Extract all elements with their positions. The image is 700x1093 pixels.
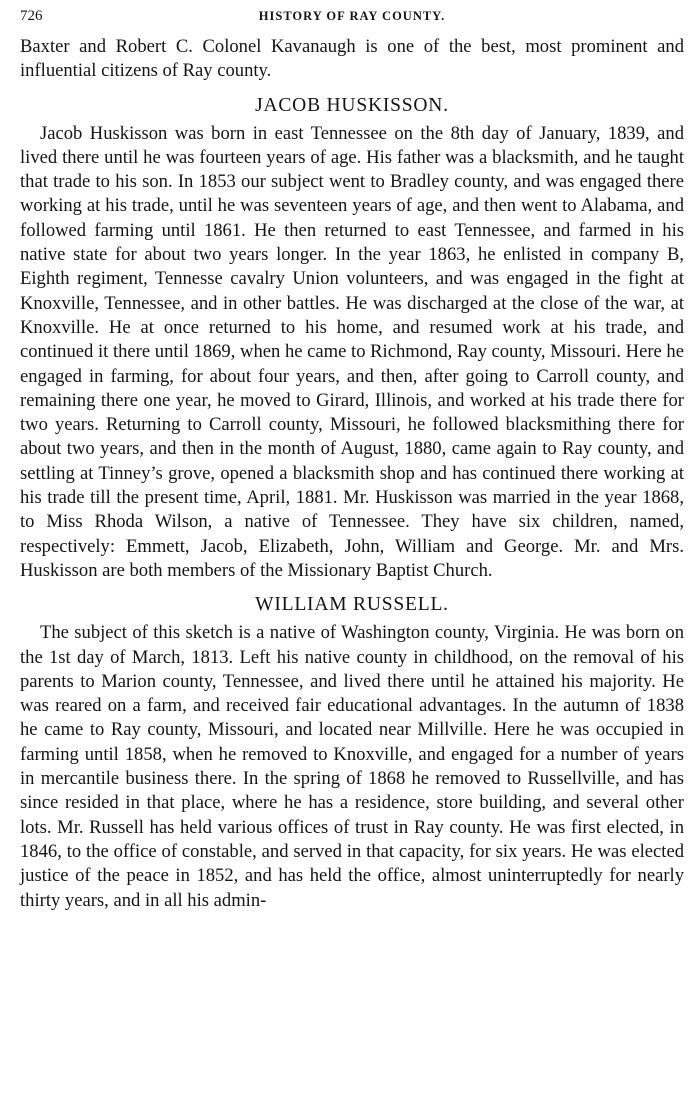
- continuation-paragraph: Baxter and Robert C. Colonel Kavanaugh is one of the best, most prominent and influential citizens of Ray county.: [20, 36, 684, 82]
- section-heading-william-russell: WILLIAM RUSSELL.: [255, 594, 449, 616]
- section-heading-jacob-huskisson: JACOB HUSKISSON.: [255, 94, 449, 116]
- section-body-william-russell: The subject of this sketch is a native of Washington county, Virginia. He was born on the 1st day of March, 1813. Left his native county in childhood, on the removal of his parents to Marion county, Tennessee, and lived there until he attained his majority. He was reared on a farm, and received fair educational advantages. In the autumn of 1838 he came to Ray county, Missouri, and located near Millville. Here he was occupied in farming until 1858, when he removed to Knoxville, and engaged for a number of years in mercantile business there. In the spring of 1868 he removed to Russellville, and has since resided in that place, where he has a residence, store building, and several other lots. Mr. Russell has held various offices of trust in Ray county. He was first elected, in 1846, to the office of constable, and served in that capacity, for six years. He was elected justice of the peace in 1852, and has held the office, almost uninterruptedly for nearly thirty years, and in all his admin-: [20, 622, 684, 911]
- running-title: HISTORY OF RAY COUNTY.: [258, 9, 446, 23]
- running-header: [20, 8, 684, 30]
- page-number: 726: [20, 8, 43, 24]
- section-body-jacob-huskisson: Jacob Huskisson was born in east Tennessee on the 8th day of January, 1839, and lived there until he was fourteen years of age. His father was a blacksmith, and he taught that trade to his son. In 1853 our subject went to Bradley county, and was engaged there working at his trade, until he was seventeen years of age, and then went to Alabama, and followed farming until 1861. He then returned to east Tennessee, and farmed in his native state for about two years longer. In the year 1863, he enlisted in company B, Eighth regiment, Tennesse cavalry Union volunteers, and was engaged in the fight at Knoxville, Tennessee, and in other battles. He was discharged at the close of the war, at Knoxville. He at once returned to his home, and resumed work at his trade, and continued it there until 1869, when he came to Richmond, Ray county, Missouri. Here he engaged in farming, for about four years, and then, after going to Carroll county, and remaining there one year, he moved to Girard, Illinois, and worked at his trade there for two years. Returning to Carroll county, Missouri, he followed blacksmithing there for about two years, and then in the month of August, 1880, came again to Ray county, and settling at Tinney’s grove, opened a blacksmith shop and has continued there working at his trade till the present time, April, 1881. Mr. Huskisson was married in the year 1868, to Miss Rhoda Wilson, a native of Tennessee. They have six children, named, respectively: Emmett, Jacob, Elizabeth, John, William and George. Mr. and Mrs. Huskisson are both members of the Missionary Baptist Church.: [20, 122, 684, 581]
- book-page: [20, 8, 684, 913]
